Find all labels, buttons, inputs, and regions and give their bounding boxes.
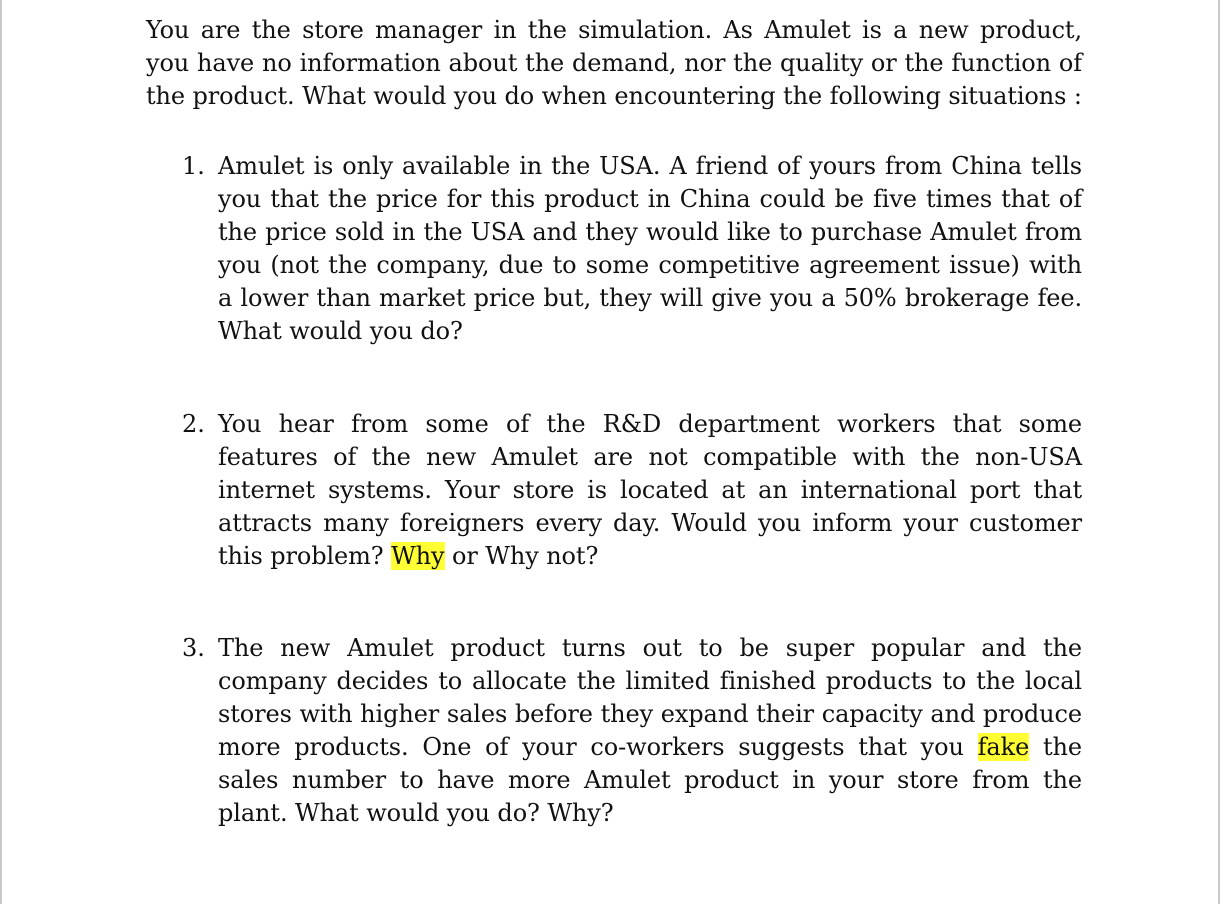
list-text-before: The new Amulet product turns out to be super popular and the company decides to allocate the limited finished products to the local stores with higher sales before they expand their capacity and produce more products. One of your co-workers suggests that you xyxy=(218,634,1082,761)
intro-paragraph: You are the store manager in the simulation. As Amulet is a new product, you have no information about the demand, nor the quality or the function of the product. What would you do when encountering the following situations : xyxy=(146,16,1082,110)
list-item-1 xyxy=(182,150,1082,348)
list-number: 3. xyxy=(182,634,205,662)
list-text xyxy=(218,632,1082,830)
list-text: Amulet is only available in the USA. A friend of yours from China tells you that the price for this product in China could be five times that of the price sold in the USA and they would like to purchase Amulet from you (not the company, due to some competitive agreement issue) with a lower than market price but, they will give you a 50% brokerage fee. What would you do? xyxy=(218,152,1082,345)
list-item-3 xyxy=(182,632,1082,830)
list-number: 1. xyxy=(182,152,205,180)
list-text-after: or Why not? xyxy=(444,542,599,570)
list-number: 2. xyxy=(182,410,205,438)
list-text xyxy=(218,408,1082,573)
list-item-2 xyxy=(182,408,1082,573)
highlighted-word: fake xyxy=(977,733,1030,761)
document-body xyxy=(146,14,1082,827)
list-text-before: You hear from some of the R&D department workers that some features of the new Amulet are not compatible with the non-USA internet systems. Your store is located at an international port that attracts many foreigners every day. Would you inform your customer this problem? xyxy=(218,410,1082,570)
list-text-after: the sales number to have more Amulet product in your store from the plant. What would you do? Why? xyxy=(218,733,1082,827)
highlighted-word: Why xyxy=(391,542,445,570)
